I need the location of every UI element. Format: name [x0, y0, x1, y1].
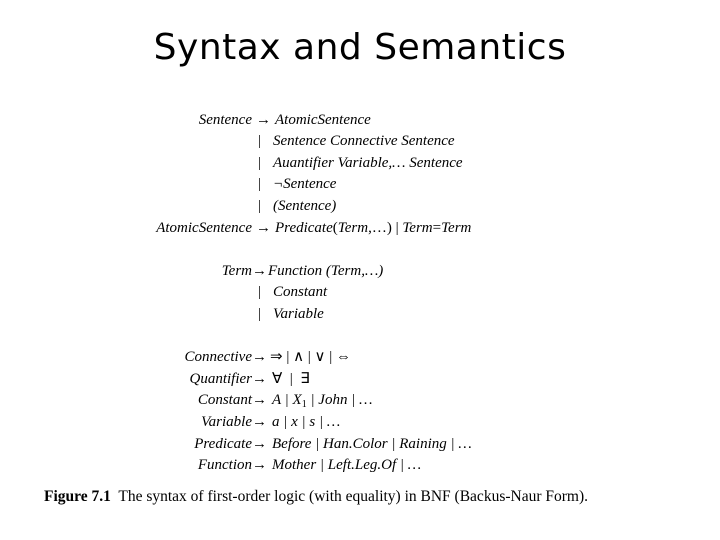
arrow-symbol: →	[256, 220, 271, 236]
slide-title: Syntax and Semantics	[153, 27, 567, 68]
arrow-symbol: →	[252, 436, 267, 452]
rule-variable	[0, 412, 720, 433]
arrow-symbol: →	[252, 457, 267, 473]
rule-lhs: Predicate	[194, 436, 252, 452]
rule-lhs: Function	[197, 457, 252, 473]
rule-function	[0, 455, 720, 476]
alternative-bar: |	[258, 155, 262, 171]
rule-term	[0, 261, 720, 282]
arrow-symbol: →	[256, 112, 271, 128]
arrow-symbol: →	[252, 263, 267, 279]
rule-rhs: ¬Sentence	[273, 176, 337, 192]
rule-rhs: Variable	[273, 306, 324, 322]
rule-alternative	[0, 131, 720, 152]
alternative-bar: |	[258, 306, 262, 322]
rule-lhs: Quantifier	[189, 371, 252, 387]
rule-lhs: Variable	[201, 414, 252, 430]
figure-label: Figure 7.1	[44, 488, 111, 505]
alternative-bar: |	[258, 198, 262, 214]
rule-rhs: (Sentence)	[273, 198, 337, 214]
rule-lhs: Term	[221, 263, 252, 279]
rule-alternative	[0, 196, 720, 217]
rule-rhs: Constant	[273, 284, 328, 300]
rule-rhs: ∀ | ∃	[272, 371, 310, 387]
rule-alternative	[0, 304, 720, 325]
rule-rhs: ⇒ | ∧ | ∨ | ⇔	[270, 349, 352, 365]
rule-constant	[0, 390, 720, 411]
rule-alternative	[0, 282, 720, 303]
rule-rhs: Mother | Left.Leg.Of | …	[272, 457, 422, 473]
arrow-symbol: →	[252, 392, 267, 408]
rule-alternative	[0, 153, 720, 174]
rule-sentence	[0, 110, 720, 131]
arrow-symbol: →	[252, 349, 267, 365]
rule-rhs: a | x | s | …	[272, 414, 341, 430]
alternative-bar: |	[258, 176, 262, 192]
figure-caption	[44, 487, 588, 507]
rule-lhs: AtomicSentence	[156, 220, 252, 236]
rule-predicate	[0, 434, 720, 455]
rule-rhs: Function (Term,…)	[268, 263, 384, 279]
rule-connective	[0, 347, 720, 368]
figure-caption-text: The syntax of first-order logic (with equality) in BNF (Backus-Naur Form).	[118, 488, 588, 505]
rule-rhs: A | $X_1$ | John | …	[272, 392, 373, 410]
alternative-bar: |	[258, 284, 262, 300]
rule-lhs: Sentence	[198, 112, 252, 128]
rule-rhs: Before | Han.Color | Raining | …	[272, 436, 472, 452]
rule-rhs: AtomicSentence	[275, 112, 371, 128]
arrow-symbol: →	[252, 371, 267, 387]
rule-alternative	[0, 174, 720, 195]
arrow-symbol: →	[252, 414, 267, 430]
rule-quantifier	[0, 369, 720, 390]
rule-rhs: Predicate(Term,…) | Term=Term	[275, 220, 472, 236]
rule-lhs: Connective	[184, 349, 252, 365]
rule-rhs: Auantifier Variable,… Sentence	[273, 155, 463, 171]
rule-atomic-sentence	[0, 218, 720, 239]
alternative-bar: |	[258, 133, 262, 149]
rule-rhs: Sentence Connective Sentence	[273, 133, 455, 149]
rule-lhs: Constant	[197, 392, 252, 408]
